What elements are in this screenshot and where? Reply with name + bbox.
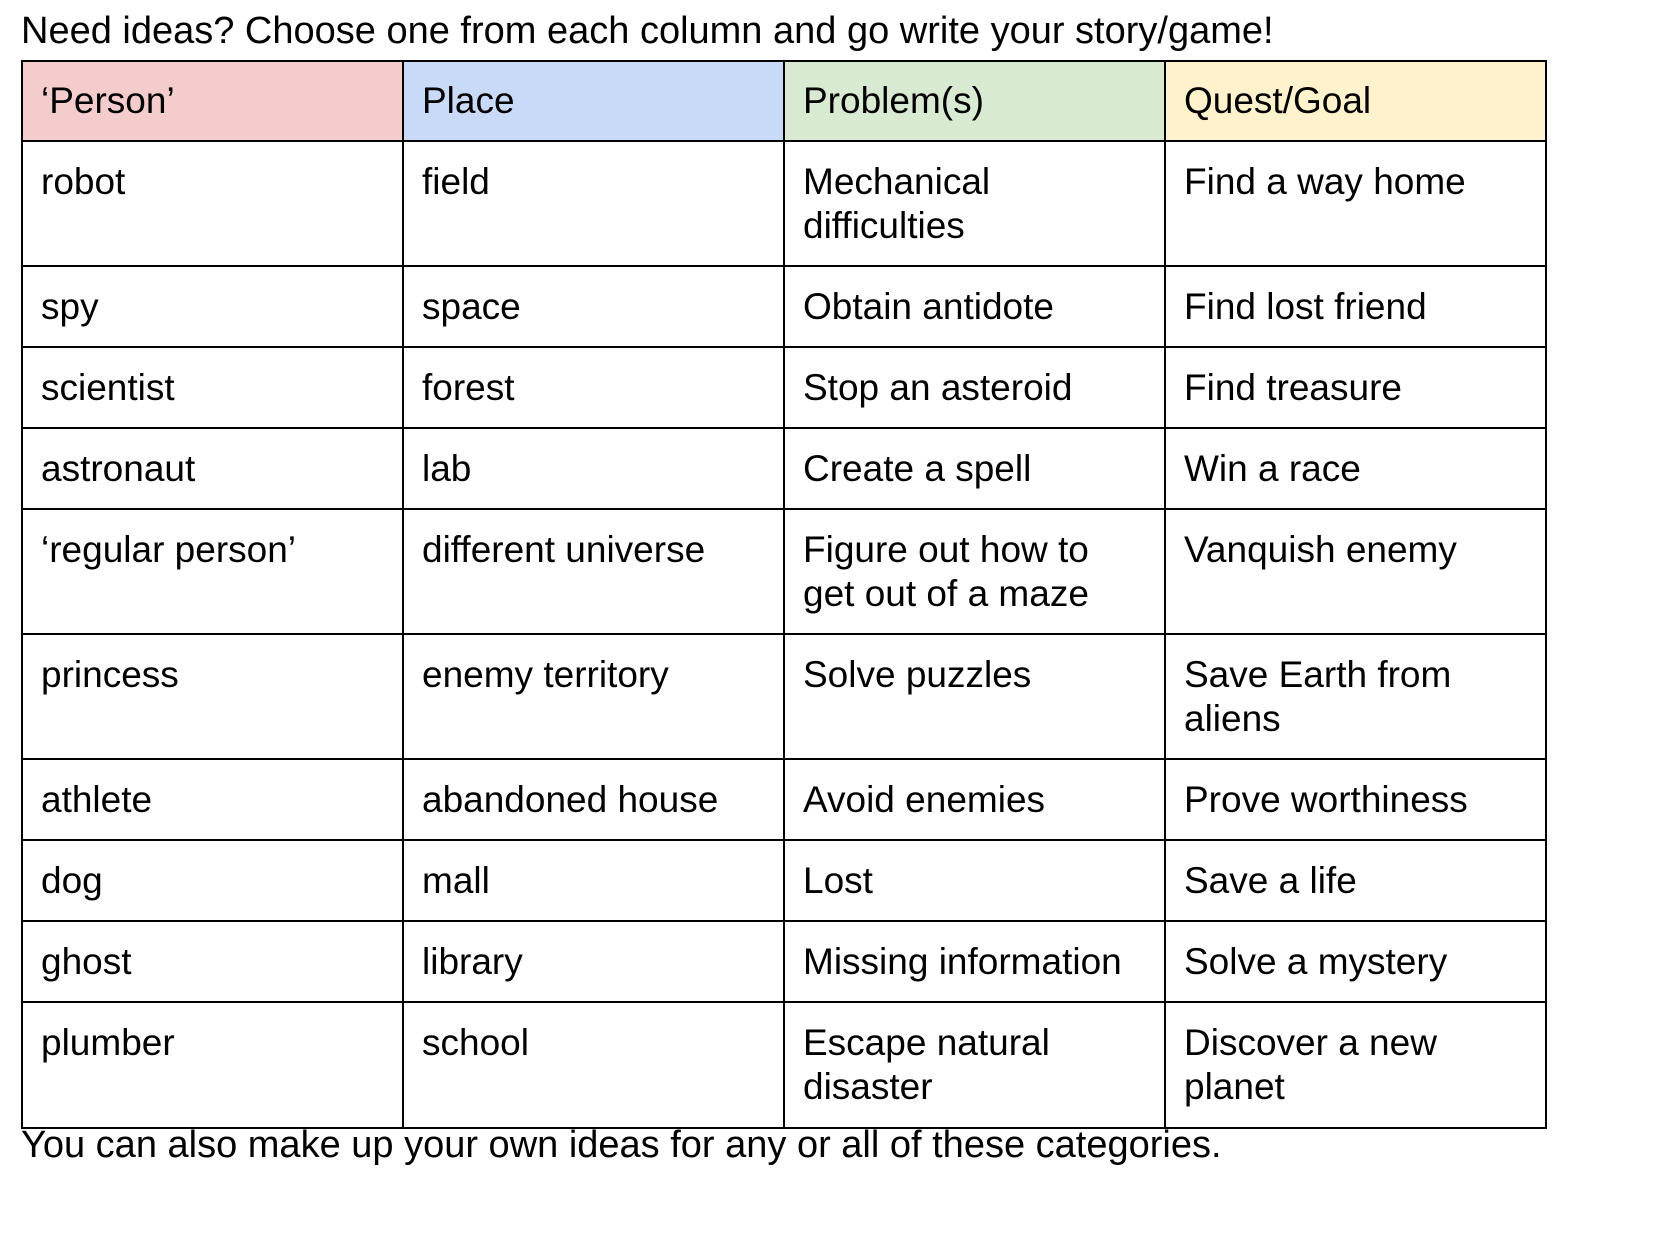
cell-place: lab: [403, 428, 784, 509]
header-quest-goal: Quest/Goal: [1165, 61, 1546, 141]
cell-quest: Discover a new planet: [1165, 1002, 1546, 1128]
cell-place: field: [403, 141, 784, 266]
table-row: [22, 921, 1546, 1002]
table-row: [22, 347, 1546, 428]
cell-problem: Create a spell: [784, 428, 1165, 509]
intro-text: Need ideas? Choose one from each column and go write your story/game!: [21, 10, 1274, 52]
cell-problem: Figure out how to get out of a maze: [784, 509, 1165, 634]
header-problems: Problem(s): [784, 61, 1165, 141]
outro-text: You can also make up your own ideas for any or all of these categories.: [21, 1124, 1222, 1166]
cell-place: space: [403, 266, 784, 347]
cell-quest: Find a way home: [1165, 141, 1546, 266]
cell-quest: Win a race: [1165, 428, 1546, 509]
cell-quest: Save a life: [1165, 840, 1546, 921]
table-row: [22, 759, 1546, 840]
cell-place: different universe: [403, 509, 784, 634]
table-row: [22, 840, 1546, 921]
cell-problem: Stop an asteroid: [784, 347, 1165, 428]
cell-quest: Find lost friend: [1165, 266, 1546, 347]
cell-quest: Solve a mystery: [1165, 921, 1546, 1002]
cell-place: forest: [403, 347, 784, 428]
cell-place: abandoned house: [403, 759, 784, 840]
cell-person: ghost: [22, 921, 403, 1002]
cell-problem: Escape natural disaster: [784, 1002, 1165, 1128]
cell-person: plumber: [22, 1002, 403, 1128]
cell-place: school: [403, 1002, 784, 1128]
cell-problem: Avoid enemies: [784, 759, 1165, 840]
cell-problem: Lost: [784, 840, 1165, 921]
table-row: [22, 509, 1546, 634]
cell-quest: Prove worthiness: [1165, 759, 1546, 840]
cell-problem: Mechanical difficulties: [784, 141, 1165, 266]
header-place: Place: [403, 61, 784, 141]
cell-problem: Obtain antidote: [784, 266, 1165, 347]
cell-problem: Solve puzzles: [784, 634, 1165, 759]
ideas-table: [21, 60, 1547, 1129]
cell-quest: Vanquish enemy: [1165, 509, 1546, 634]
cell-place: library: [403, 921, 784, 1002]
table-row: [22, 634, 1546, 759]
table-row: [22, 141, 1546, 266]
cell-place: enemy territory: [403, 634, 784, 759]
cell-person: spy: [22, 266, 403, 347]
cell-person: athlete: [22, 759, 403, 840]
cell-person: robot: [22, 141, 403, 266]
cell-person: scientist: [22, 347, 403, 428]
cell-person: princess: [22, 634, 403, 759]
cell-place: mall: [403, 840, 784, 921]
cell-problem: Missing information: [784, 921, 1165, 1002]
cell-quest: Save Earth from aliens: [1165, 634, 1546, 759]
table-row: [22, 428, 1546, 509]
header-row: [22, 61, 1546, 141]
table-row: [22, 266, 1546, 347]
cell-person: astronaut: [22, 428, 403, 509]
cell-person: ‘regular person’: [22, 509, 403, 634]
header-person: ‘Person’: [22, 61, 403, 141]
table-row: [22, 1002, 1546, 1128]
cell-quest: Find treasure: [1165, 347, 1546, 428]
cell-person: dog: [22, 840, 403, 921]
